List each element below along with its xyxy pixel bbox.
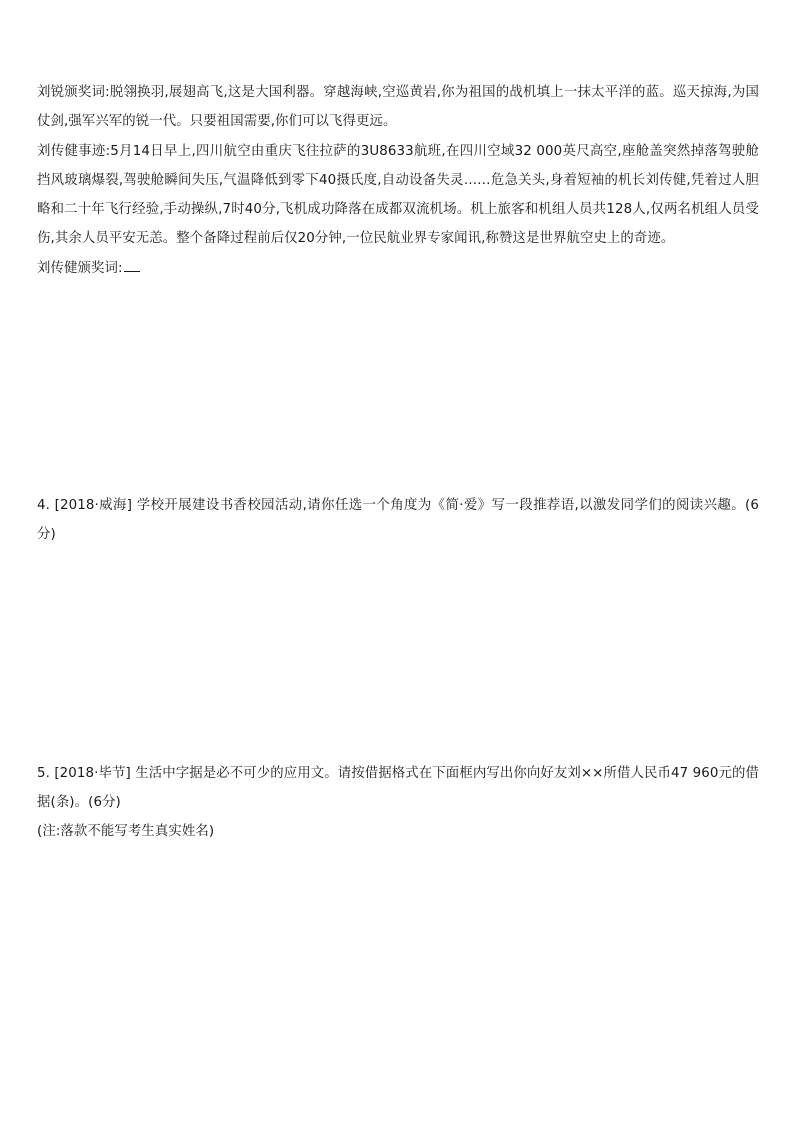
question-5-text: 5. [2018·毕节] 生活中字据是必不可少的应用文。请按借据格式在下面框内写出你向好友刘××所借人民币47 960元的借据(条)。(6分) <box>37 765 759 810</box>
liu-chuanjian-award-label: 刘传健颁奖词: <box>37 260 123 276</box>
liu-chuanjian-award-line <box>37 254 759 283</box>
answer-area-4[interactable] <box>37 550 759 759</box>
liu-chuanjian-deeds-paragraph: 刘传健事迹:5月14日早上,四川航空由重庆飞往拉萨的3U8633航班,在四川空域32 000英尺高空,座舱盖突然掉落驾驶舱挡风玻璃爆裂,驾驶舱瞬间失压,气温降低到零下40摄氏度,自动设备失灵……危急关头,身着短袖的机长刘传健,凭着过人胆略和二十年飞行经验,手动操纵,7时40分,飞机成功降落在成都双流机场。机上旅客和机组人员共128人,仅两名机组人员受伤,其余人员平安无恙。整个备降过程前后仅20分钟,一位民航业界专家闻讯,称赞这是世界航空史上的奇迹。 <box>37 143 759 247</box>
answer-blank[interactable] <box>124 258 140 272</box>
answer-area-3[interactable] <box>37 283 759 491</box>
question-5-note: (注:落款不能写考生真实姓名) <box>37 824 215 840</box>
document-page <box>37 78 759 847</box>
question-4-text: 4. [2018·威海] 学校开展建设书香校园活动,请你任选一个角度为《简·爱》写一段推荐语,以激发同学们的阅读兴趣。(6分) <box>37 498 759 543</box>
liu-rui-award-paragraph: 刘锐颁奖词:脱翎换羽,展翅高飞,这是大国利器。穿越海峡,空巡黄岩,你为祖国的战机填上一抹太平洋的蓝。巡天掠海,为国仗剑,强军兴军的锐一代。只要祖国需要,你们可以飞得更远。 <box>37 85 759 130</box>
